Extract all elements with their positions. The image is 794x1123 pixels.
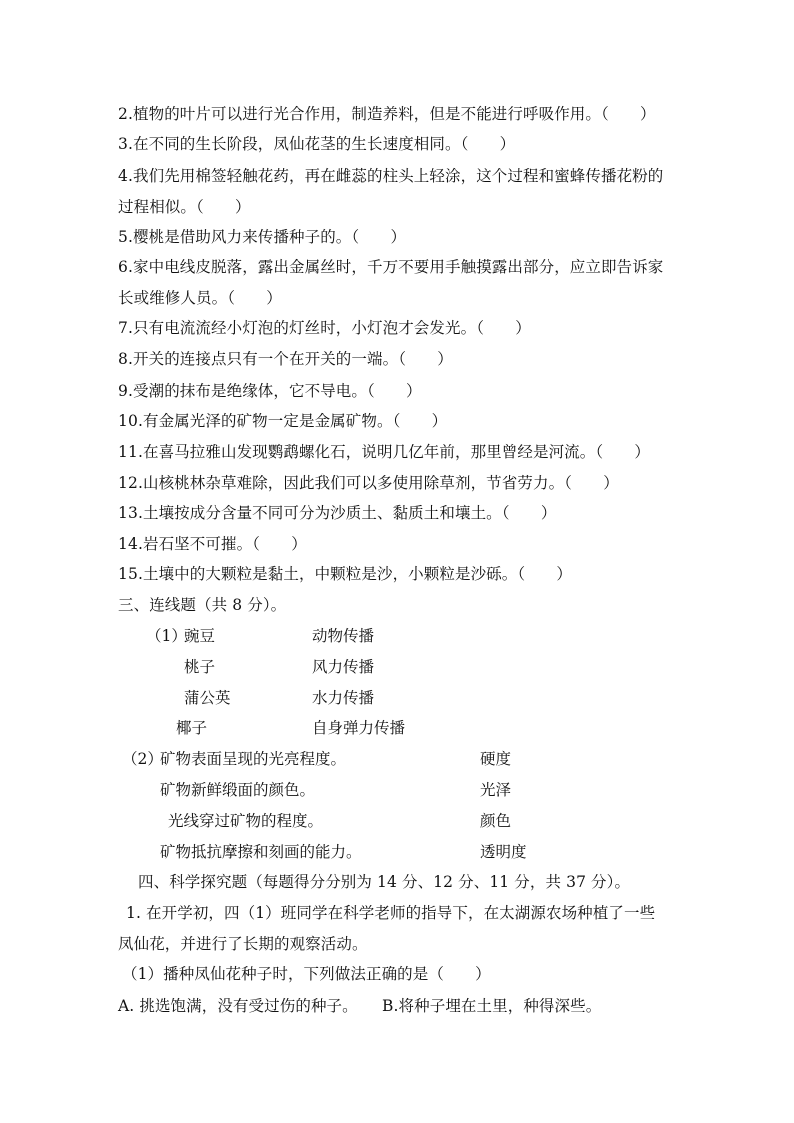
question-10: 10.有金属光泽的矿物一定是金属矿物。（ ） (118, 412, 448, 430)
matching-right-item: 光泽 (480, 781, 512, 799)
question-15: 15.土壤中的大颗粒是黏土，中颗粒是沙，小颗粒是沙砾。（ ） (118, 565, 573, 583)
question-4: 4.我们先用棉签轻触花药，再在雌蕊的柱头上轻涂，这个过程和蜜蜂传播花粉的 (118, 167, 664, 185)
matching-part1-label: （1） (146, 627, 187, 645)
matching-left-item: 矿物表面呈现的光亮程度。 (160, 750, 347, 768)
matching-left-item: 矿物抵抗摩擦和刻画的能力。 (160, 843, 362, 861)
matching-left-item: 矿物新鲜缎面的颜色。 (160, 781, 316, 799)
matching-left-item: 光线穿过矿物的程度。 (168, 812, 324, 830)
matching-left-item: 椰子 (176, 719, 208, 737)
matching-left-item: 豌豆 (184, 627, 216, 645)
inquiry-question-1-continuation: 凤仙花，并进行了长期的观察活动。 (118, 935, 368, 953)
matching-right-item: 水力传播 (312, 689, 375, 707)
matching-right-item: 颜色 (480, 812, 512, 830)
option-a: A. 挑选饱满，没有受过伤的种子。 (118, 997, 358, 1015)
matching-right-item: 自身弹力传播 (312, 719, 406, 737)
section-4-heading: 四、科学探究题（每题得分分别为 14 分、12 分、11 分，共 37 分）。 (138, 873, 631, 891)
matching-right-item: 硬度 (480, 750, 512, 768)
matching-right-item: 透明度 (480, 843, 527, 861)
question-2: 2.植物的叶片可以进行光合作用，制造养料，但是不能进行呼吸作用。（ ） (118, 105, 656, 123)
question-5: 5.樱桃是借助风力来传播种子的。（ ） (118, 228, 407, 246)
question-8: 8.开关的连接点只有一个在开关的一端。（ ） (118, 350, 453, 368)
inquiry-subquestion-1: （1）播种凤仙花种子时，下列做法正确的是（ ） (122, 965, 491, 983)
matching-left-item: 蒲公英 (184, 689, 231, 707)
question-12: 12.山核桃林杂草难除，因此我们可以多使用除草剂，节省劳力。（ ） (118, 474, 619, 492)
matching-left-item: 桃子 (184, 658, 216, 676)
section-3-heading: 三、连线题（共 8 分）。 (118, 596, 287, 614)
inquiry-question-1: 1. 在开学初，四（1）班同学在科学老师的指导下，在太湖源农场种植了一些 (126, 904, 656, 922)
question-3: 3.在不同的生长阶段，凤仙花茎的生长速度相同。（ ） (118, 135, 516, 153)
matching-right-item: 风力传播 (312, 658, 375, 676)
matching-part2-label: （2） (122, 750, 163, 768)
matching-right-item: 动物传播 (312, 627, 375, 645)
question-6-continuation: 长或维修人员。（ ） (118, 289, 282, 307)
option-b: B.将种子埋在土里，种得深些。 (382, 997, 602, 1015)
question-9: 9.受潮的抹布是绝缘体，它不导电。（ ） (118, 382, 422, 400)
question-6: 6.家中电线皮脱落，露出金属丝时，千万不要用手触摸露出部分，应立即告诉家 (118, 258, 664, 276)
question-7: 7.只有电流流经小灯泡的灯丝时，小灯泡才会发光。（ ） (118, 319, 531, 337)
question-4-continuation: 过程相似。（ ） (118, 198, 251, 216)
question-11: 11.在喜马拉雅山发现鹦鹉螺化石，说明几亿年前，那里曾经是河流。（ ） (118, 443, 651, 461)
question-13: 13.土壤按成分含量不同可分为沙质土、黏质土和壤土。（ ） (118, 504, 557, 522)
question-14: 14.岩石坚不可摧。（ ） (118, 535, 307, 553)
